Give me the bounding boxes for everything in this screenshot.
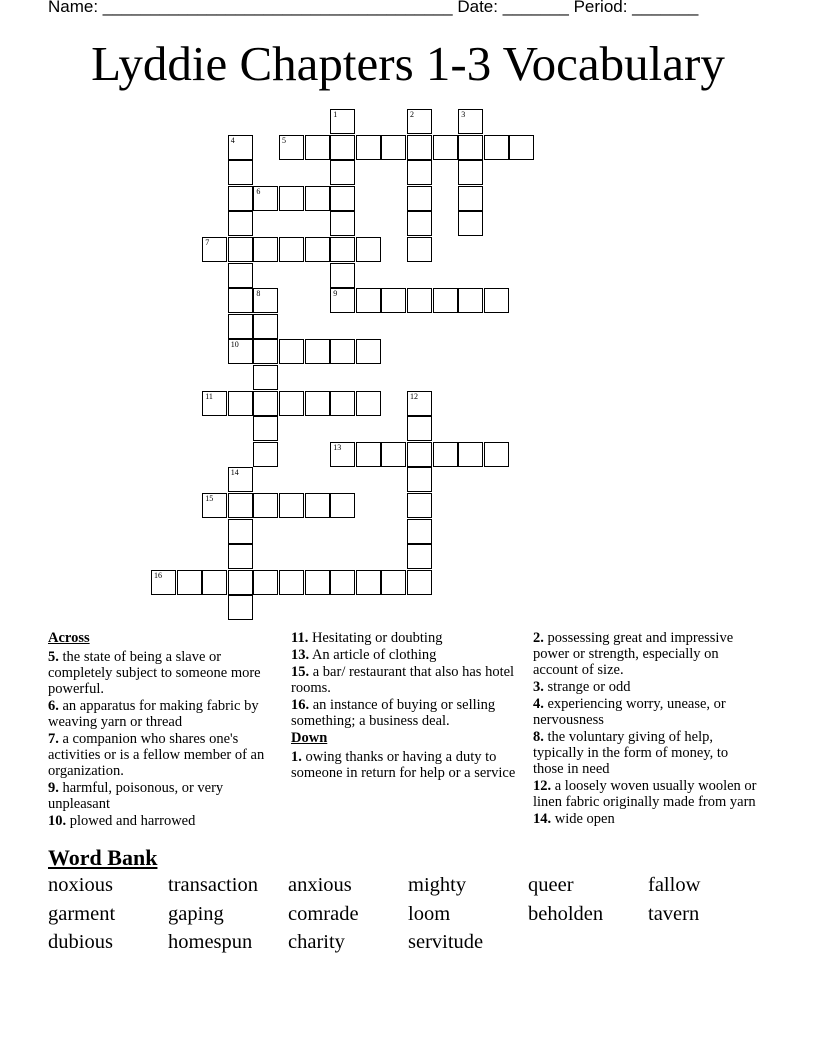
crossword-cell[interactable] bbox=[356, 391, 381, 416]
clue-text: a loosely woven usually woolen or linen fabric originally made from yarn bbox=[533, 778, 757, 810]
clue-text: An article of clothing bbox=[309, 647, 437, 663]
crossword-cell[interactable] bbox=[305, 493, 330, 518]
clue-text: harmful, poisonous, or very unpleasant bbox=[48, 780, 224, 812]
down-clue bbox=[533, 729, 758, 777]
crossword-cell[interactable] bbox=[330, 160, 355, 185]
crossword-cell[interactable] bbox=[305, 135, 330, 160]
across-heading: Across bbox=[48, 630, 90, 646]
crossword-cell[interactable] bbox=[228, 339, 253, 364]
crossword-cell[interactable] bbox=[151, 570, 176, 595]
crossword-cell[interactable] bbox=[407, 416, 432, 441]
clue-text: the state of being a slave or completely subject to someone more powerful. bbox=[48, 649, 261, 697]
crossword-cell[interactable] bbox=[330, 186, 355, 211]
crossword-cell[interactable] bbox=[407, 467, 432, 492]
crossword-cell[interactable] bbox=[330, 493, 355, 518]
crossword-cell[interactable] bbox=[330, 263, 355, 288]
word-bank-word: noxious bbox=[48, 874, 113, 896]
crossword-cell[interactable] bbox=[202, 570, 227, 595]
word-bank-word: queer bbox=[528, 874, 574, 896]
clue-number-label: 4 bbox=[230, 135, 235, 145]
crossword-cell[interactable] bbox=[330, 211, 355, 236]
down-clue bbox=[533, 696, 758, 728]
clue-column-2 bbox=[291, 630, 519, 782]
word-bank-word: dubious bbox=[48, 931, 113, 953]
clue-number-label: 11 bbox=[205, 391, 213, 401]
down-clue bbox=[533, 778, 758, 810]
clue-column-3 bbox=[533, 630, 758, 828]
clue-number-label: 3 bbox=[461, 110, 466, 119]
crossword-cell[interactable] bbox=[433, 442, 458, 467]
clue-number-label: 12 bbox=[410, 391, 418, 401]
clue-text: wide open bbox=[551, 811, 615, 827]
student-info-line: Name: _____________________________________ Date: _______ Period: _______ bbox=[48, 0, 699, 16]
word-bank-word: charity bbox=[288, 931, 345, 953]
down-clue bbox=[291, 749, 519, 781]
crossword-cell[interactable] bbox=[509, 135, 534, 160]
word-bank-word: fallow bbox=[648, 874, 701, 896]
word-bank-word: transaction bbox=[168, 874, 258, 896]
crossword-cell[interactable] bbox=[177, 570, 202, 595]
word-bank-word: mighty bbox=[408, 874, 467, 896]
across-clue bbox=[48, 780, 280, 812]
crossword-cell[interactable] bbox=[253, 416, 278, 441]
crossword-cell[interactable] bbox=[458, 442, 483, 467]
crossword-cell[interactable] bbox=[253, 391, 278, 416]
crossword-cell[interactable] bbox=[381, 135, 406, 160]
clue-text: a bar/ restaurant that also has hotel rooms. bbox=[291, 664, 515, 696]
clue-number: 8. bbox=[533, 729, 544, 745]
clue-text: a companion who shares one's activities or is a fellow member of an organization. bbox=[48, 731, 265, 779]
crossword-cell[interactable] bbox=[407, 391, 432, 416]
crossword-cell[interactable] bbox=[228, 544, 253, 569]
crossword-cell[interactable] bbox=[253, 442, 278, 467]
crossword-cell[interactable] bbox=[202, 391, 227, 416]
word-bank-word: garment bbox=[48, 902, 116, 925]
clue-number: 15. bbox=[291, 664, 310, 680]
crossword-cell[interactable] bbox=[279, 339, 304, 364]
clue-number: 10. bbox=[48, 813, 67, 829]
down-heading: Down bbox=[291, 730, 328, 746]
clue-number-label: 1 bbox=[333, 110, 338, 119]
crossword-cell[interactable] bbox=[305, 391, 330, 416]
clue-number-label: 14 bbox=[230, 468, 239, 478]
crossword-cell[interactable] bbox=[407, 570, 432, 595]
crossword-cell[interactable] bbox=[356, 237, 381, 262]
clue-number-label: 9 bbox=[333, 289, 338, 299]
crossword-cell[interactable] bbox=[381, 570, 406, 595]
crossword-cell[interactable] bbox=[356, 339, 381, 364]
crossword-cell[interactable] bbox=[356, 288, 381, 313]
crossword-cell[interactable] bbox=[228, 519, 253, 544]
across-clue bbox=[291, 630, 519, 646]
word-bank-word: tavern bbox=[648, 902, 700, 925]
crossword-cell[interactable] bbox=[484, 135, 509, 160]
crossword-cell[interactable] bbox=[330, 442, 355, 467]
across-clue bbox=[48, 813, 280, 829]
word-bank-word: servitude bbox=[408, 931, 484, 953]
crossword-cell[interactable] bbox=[458, 211, 483, 236]
word-bank-word: comrade bbox=[288, 902, 359, 925]
crossword-cell[interactable] bbox=[356, 570, 381, 595]
crossword-cell[interactable] bbox=[407, 160, 432, 185]
crossword-cell[interactable] bbox=[228, 493, 253, 518]
word-bank-word: loom bbox=[408, 902, 451, 925]
clue-text: experiencing worry, unease, or nervousness bbox=[533, 696, 726, 728]
crossword-cell[interactable] bbox=[253, 493, 278, 518]
crossword-cell[interactable] bbox=[228, 263, 253, 288]
clue-number: 13. bbox=[291, 647, 310, 663]
clue-text: an instance of buying or selling something; a business deal. bbox=[291, 697, 496, 729]
crossword-cell[interactable] bbox=[407, 544, 432, 569]
crossword-cell[interactable] bbox=[330, 288, 355, 313]
word-bank-word: anxious bbox=[288, 874, 352, 896]
crossword-cell[interactable] bbox=[228, 288, 253, 313]
clue-text: Hesitating or doubting bbox=[308, 630, 443, 646]
crossword-cell[interactable] bbox=[381, 442, 406, 467]
crossword-cell[interactable] bbox=[279, 237, 304, 262]
crossword-cell[interactable] bbox=[228, 237, 253, 262]
clue-number: 12. bbox=[533, 778, 552, 794]
crossword-cell[interactable] bbox=[228, 186, 253, 211]
crossword-cell[interactable] bbox=[356, 135, 381, 160]
crossword-cell[interactable] bbox=[407, 109, 432, 134]
clue-number-label: 5 bbox=[282, 135, 286, 145]
crossword-cell[interactable] bbox=[253, 570, 278, 595]
clue-number-label: 15 bbox=[205, 494, 214, 503]
crossword-cell[interactable] bbox=[279, 493, 304, 518]
crossword-cell[interactable] bbox=[279, 391, 304, 416]
across-clue bbox=[48, 649, 280, 697]
clue-number: 5. bbox=[48, 649, 59, 665]
clue-text: an apparatus for making fabric by weaving yarn or thread bbox=[48, 698, 259, 730]
clue-text: strange or odd bbox=[543, 679, 631, 695]
crossword-cell[interactable] bbox=[228, 391, 253, 416]
crossword-cell[interactable] bbox=[458, 186, 483, 211]
down-clue bbox=[533, 679, 758, 695]
across-clue bbox=[48, 731, 280, 779]
word-bank-word: beholden bbox=[528, 902, 604, 925]
clue-number-label: 2 bbox=[410, 110, 414, 119]
clue-number-label: 8 bbox=[256, 289, 261, 299]
word-bank-title: Word Bank bbox=[48, 845, 158, 870]
across-clue bbox=[291, 697, 519, 729]
page-title: Lyddie Chapters 1-3 Vocabulary bbox=[91, 36, 725, 91]
crossword-cell[interactable] bbox=[407, 493, 432, 518]
crossword-cell[interactable] bbox=[253, 237, 278, 262]
crossword-cell[interactable] bbox=[279, 186, 304, 211]
crossword-cell[interactable] bbox=[356, 442, 381, 467]
crossword-cell[interactable] bbox=[228, 314, 253, 339]
crossword-cell[interactable] bbox=[330, 135, 355, 160]
crossword-cell[interactable] bbox=[458, 109, 483, 134]
crossword-cell[interactable] bbox=[458, 135, 483, 160]
crossword-cell[interactable] bbox=[407, 519, 432, 544]
crossword-cell[interactable] bbox=[305, 570, 330, 595]
clue-number: 7. bbox=[48, 731, 59, 747]
crossword-cell[interactable] bbox=[202, 493, 227, 518]
clue-number-label: 13 bbox=[333, 442, 342, 452]
crossword-cell[interactable] bbox=[228, 135, 253, 160]
clue-number: 4. bbox=[533, 696, 544, 712]
clue-number: 6. bbox=[48, 698, 59, 714]
clue-number: 2. bbox=[533, 630, 544, 646]
crossword-cell[interactable] bbox=[330, 237, 355, 262]
crossword-cell[interactable] bbox=[253, 339, 278, 364]
crossword-cell[interactable] bbox=[407, 442, 432, 467]
clue-number-label: 6 bbox=[256, 186, 261, 196]
down-clue bbox=[533, 811, 758, 827]
crossword-cell[interactable] bbox=[330, 391, 355, 416]
crossword-cell[interactable] bbox=[228, 467, 253, 492]
crossword-cell[interactable] bbox=[433, 135, 458, 160]
crossword-cell[interactable] bbox=[407, 237, 432, 262]
clue-number: 3. bbox=[533, 679, 544, 695]
crossword-cell[interactable] bbox=[202, 237, 227, 262]
clue-column-1 bbox=[48, 630, 280, 830]
crossword-cell[interactable] bbox=[484, 288, 509, 313]
clue-number: 14. bbox=[533, 811, 552, 827]
crossword-cell[interactable] bbox=[458, 160, 483, 185]
crossword-cell[interactable] bbox=[330, 109, 355, 134]
word-bank-word: gaping bbox=[168, 902, 224, 925]
crossword-cell[interactable] bbox=[407, 186, 432, 211]
crossword-cell[interactable] bbox=[458, 288, 483, 313]
crossword-cell[interactable] bbox=[253, 288, 278, 313]
crossword-cell[interactable] bbox=[433, 288, 458, 313]
across-clue bbox=[291, 647, 519, 663]
crossword-cell[interactable] bbox=[305, 186, 330, 211]
crossword-cell[interactable] bbox=[253, 314, 278, 339]
clue-number: 16. bbox=[291, 697, 310, 713]
crossword-cell[interactable] bbox=[228, 211, 253, 236]
crossword-cell[interactable] bbox=[279, 135, 304, 160]
crossword-cell[interactable] bbox=[330, 339, 355, 364]
crossword-cell[interactable] bbox=[305, 237, 330, 262]
clue-number-label: 10 bbox=[230, 340, 239, 350]
crossword-cell[interactable] bbox=[279, 570, 304, 595]
word-bank-word: homespun bbox=[168, 931, 253, 953]
clue-number: 11. bbox=[291, 630, 309, 646]
crossword-cell[interactable] bbox=[381, 288, 406, 313]
crossword-cell[interactable] bbox=[253, 365, 278, 390]
down-clue bbox=[533, 630, 758, 678]
clue-text: plowed and harrowed bbox=[66, 813, 196, 829]
clue-number-label: 16 bbox=[154, 570, 162, 580]
across-clue bbox=[48, 698, 280, 730]
clue-text: the voluntary giving of help, typically in the form of money, to those in need bbox=[533, 729, 729, 777]
clue-number-label: 7 bbox=[205, 238, 210, 247]
crossword-cell[interactable] bbox=[228, 570, 253, 595]
clue-text: possessing great and impressive power or strength, especially on account of size. bbox=[533, 630, 734, 678]
crossword-cell[interactable] bbox=[407, 211, 432, 236]
crossword-cell[interactable] bbox=[484, 442, 509, 467]
crossword-cell[interactable] bbox=[228, 595, 253, 620]
clue-text: owing thanks or having a duty to someone in return for help or a service bbox=[291, 749, 516, 781]
crossword-cell[interactable] bbox=[228, 160, 253, 185]
crossword-cell[interactable] bbox=[305, 339, 330, 364]
crossword-cell[interactable] bbox=[407, 135, 432, 160]
crossword-cell[interactable] bbox=[330, 570, 355, 595]
clue-number: 9. bbox=[48, 780, 59, 796]
crossword-cell[interactable] bbox=[407, 288, 432, 313]
clue-number: 1. bbox=[291, 749, 302, 765]
across-clue bbox=[291, 664, 519, 696]
crossword-cell[interactable] bbox=[253, 186, 278, 211]
